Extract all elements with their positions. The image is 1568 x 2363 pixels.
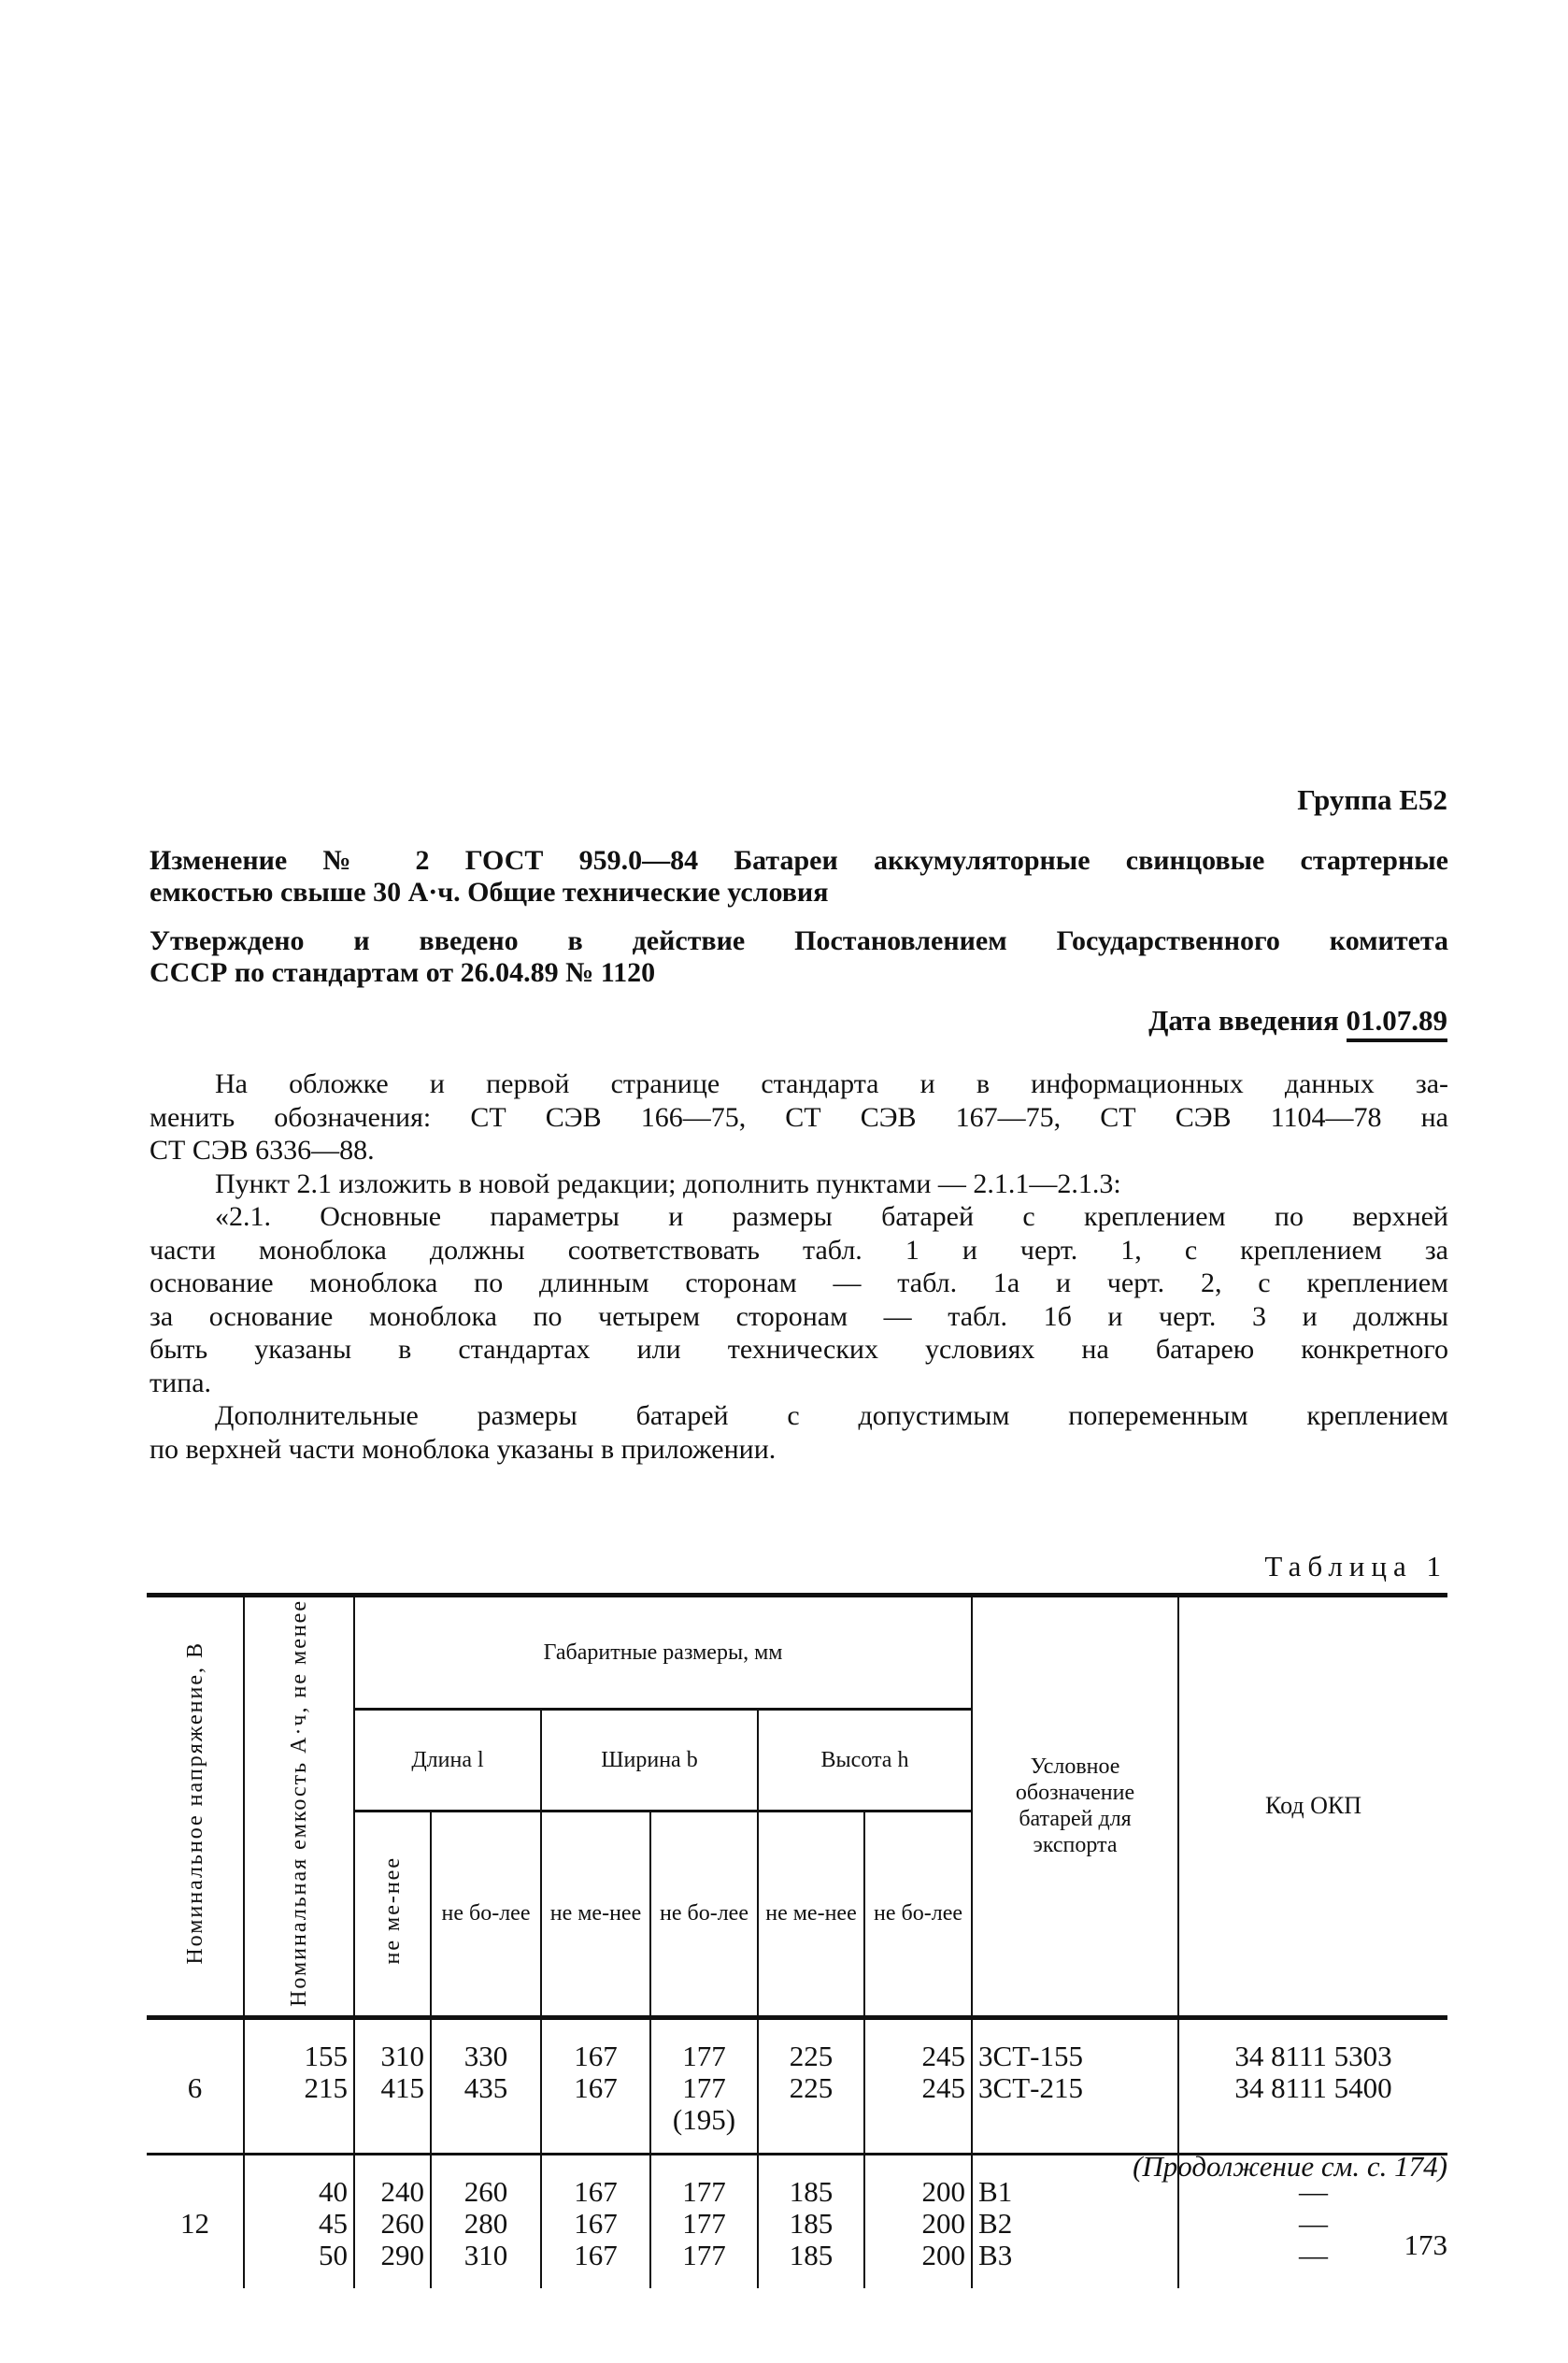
wid-max-cell: [650, 2154, 758, 2288]
cell-value: 167: [574, 2238, 618, 2271]
cell-value: —: [1299, 2174, 1329, 2208]
header-voltage: [147, 1596, 244, 2018]
approval-line: СССР по стандартам от 26.04.89 № 1120: [150, 957, 656, 988]
battery-dimensions-table: [147, 1593, 1447, 2288]
body-text: [150, 1067, 1448, 1466]
paragraph-line: по верхней части моноблока указаны в приложении.: [150, 1433, 777, 1465]
paragraph-line: за основание моноблока по четырем сторонам — табл. 1б и черт. 3 и должны: [150, 1300, 1448, 1332]
wid-min-cell: [541, 2154, 650, 2288]
group-code: Группа Е52: [1297, 783, 1447, 816]
document-title: [150, 845, 1448, 909]
cell-value: 177: [682, 2238, 726, 2271]
cell-value: 177: [682, 2206, 726, 2240]
header-okp: Код ОКП: [1178, 1596, 1447, 2018]
cell-value: (195): [672, 2102, 736, 2136]
title-line: емкостью свыше 30 А·ч. Общие технические условия: [150, 877, 829, 908]
header-height: Высота h: [758, 1710, 972, 1812]
cell-value: 200: [921, 2206, 966, 2240]
hei-max-cell: [864, 2154, 972, 2288]
header-min-text: не ме-нее: [380, 1856, 405, 1965]
header-width-min: не ме-нее: [541, 1811, 650, 2017]
cell-value: 167: [574, 2070, 618, 2104]
header-height-max: не бо-лее: [864, 1811, 972, 2017]
header-export: Условное обозначение батарей для экспорта: [972, 1596, 1178, 2018]
header-dimensions: Габаритные размеры, мм: [354, 1596, 972, 1710]
paragraph-line: части моноблока должны соответствовать табл. 1 и черт. 1, с креплением за: [150, 1234, 1448, 1266]
cell-value: 3СТ-215: [978, 2070, 1083, 2104]
date-value: 01.07.89: [1347, 1004, 1448, 1042]
header-height-min: не ме-нее: [758, 1811, 864, 2017]
cell-value: 310: [380, 2039, 424, 2072]
cell-value: 200: [921, 2238, 966, 2271]
cell-value: 50: [319, 2238, 348, 2271]
page-number: 173: [1404, 2228, 1447, 2261]
cell-value: B3: [978, 2238, 1013, 2271]
cell-value: 260: [463, 2174, 508, 2208]
len-max-cell: [431, 2154, 541, 2288]
paragraph: [150, 1399, 1448, 1466]
paragraph-line: менить обозначения: СТ СЭВ 166—75, СТ СЭВ 167—75, СТ СЭВ 1104—78 на: [150, 1101, 1448, 1133]
header-capacity-text: Номинальная емкость А·ч, не менее: [287, 1599, 311, 2007]
cell-value: 225: [789, 2070, 834, 2104]
cell-value: 310: [463, 2238, 508, 2271]
header-capacity: [244, 1596, 354, 2018]
cell-value: 240: [380, 2174, 424, 2208]
voltage-cell: 6: [187, 2070, 203, 2104]
cell-value: 245: [921, 2039, 966, 2072]
cell-value: 185: [789, 2206, 834, 2240]
approval-line: Утверждено и введено в действие Постановлением Государственного комитета: [150, 925, 1448, 956]
cell-value: 177: [682, 2174, 726, 2208]
cell-value: 280: [463, 2206, 508, 2240]
capacity-cell: [244, 2017, 354, 2154]
cell-value: —: [1299, 2206, 1329, 2240]
title-line: Изменение № 2 ГОСТ 959.0—84 Батареи аккумуляторные свинцовые стартерные: [150, 845, 1448, 876]
continuation-note: (Продолжение см. с. 174): [1133, 2150, 1447, 2183]
header-width: Ширина b: [541, 1710, 758, 1812]
cell-value: 34 8111 5303: [1234, 2039, 1392, 2072]
wid-min-cell: [541, 2017, 650, 2154]
export-cell: [972, 2017, 1178, 2154]
cell-value: 185: [789, 2174, 834, 2208]
len-min-cell: [354, 2154, 431, 2288]
cell-value: 167: [574, 2174, 618, 2208]
cell-value: B2: [978, 2206, 1013, 2240]
header-length-min: [354, 1811, 431, 2017]
cell-value: 185: [789, 2238, 834, 2271]
cell-value: 177: [682, 2070, 726, 2104]
cell-value: 177: [682, 2039, 726, 2072]
cell-value: 45: [319, 2206, 348, 2240]
cell-value: 167: [574, 2206, 618, 2240]
len-max-cell: [431, 2017, 541, 2154]
paragraph-line: «2.1. Основные параметры и размеры батарей с креплением по верхней: [215, 1201, 1448, 1232]
paragraph-line: быть указаны в стандартах или технических условиях на батарею конкретного: [150, 1334, 1448, 1365]
len-min-cell: [354, 2017, 431, 2154]
cell-value: 155: [304, 2039, 348, 2072]
cell-value: 415: [380, 2070, 424, 2104]
paragraph-line: СТ СЭВ 6336—88.: [150, 1135, 375, 1166]
cell-value: B1: [978, 2174, 1013, 2208]
cell-value: 330: [463, 2039, 508, 2072]
cell-value: 215: [304, 2070, 348, 2104]
paragraph-line: На обложке и первой странице стандарта и в информационных данных за-: [215, 1068, 1448, 1099]
okp-cell: [1178, 2017, 1447, 2154]
cell-value: 435: [463, 2070, 508, 2104]
cell-value: 200: [921, 2174, 966, 2208]
header-width-max: не бо-лее: [650, 1811, 758, 2017]
date-label: Дата введения: [1148, 1004, 1339, 1037]
table-caption: Таблица 1: [1264, 1550, 1447, 1582]
wid-max-cell: [650, 2017, 758, 2154]
paragraph-line: Дополнительные размеры батарей с допустимым попеременным креплением: [215, 1400, 1448, 1431]
hei-min-cell: [758, 2154, 864, 2288]
approval-note: [150, 925, 1448, 989]
hei-min-cell: [758, 2017, 864, 2154]
paragraph-line: Пункт 2.1 изложить в новой редакции; дополнить пунктами — 2.1.1—2.1.3:: [215, 1167, 1121, 1199]
cell-value: 3СТ-155: [978, 2039, 1083, 2072]
header-length-max: не бо-лее: [431, 1811, 541, 2017]
paragraph: [150, 1067, 1448, 1167]
paragraph: [150, 1167, 1448, 1201]
cell-value: 245: [921, 2070, 966, 2104]
cell-value: 167: [574, 2039, 618, 2072]
header-length: Длина l: [354, 1710, 541, 1812]
voltage-cell: 12: [147, 2154, 244, 2288]
capacity-cell: [244, 2154, 354, 2288]
cell-value: 34 8111 5400: [1234, 2070, 1392, 2104]
cell-value: 40: [319, 2174, 348, 2208]
paragraph: [150, 1200, 1448, 1399]
header-voltage-text: Номинальное напряжение, В: [182, 1641, 207, 1965]
paragraph-line: типа.: [150, 1367, 212, 1398]
cell-value: 225: [789, 2039, 834, 2072]
effective-date: [1148, 1004, 1447, 1038]
paragraph-line: основание моноблока по длинным сторонам — табл. 1а и черт. 2, с креплением: [150, 1267, 1448, 1298]
cell-value: 290: [380, 2238, 424, 2271]
cell-value: —: [1299, 2238, 1329, 2271]
hei-max-cell: [864, 2017, 972, 2154]
table-row: [147, 2017, 1447, 2154]
cell-value: 260: [380, 2206, 424, 2240]
